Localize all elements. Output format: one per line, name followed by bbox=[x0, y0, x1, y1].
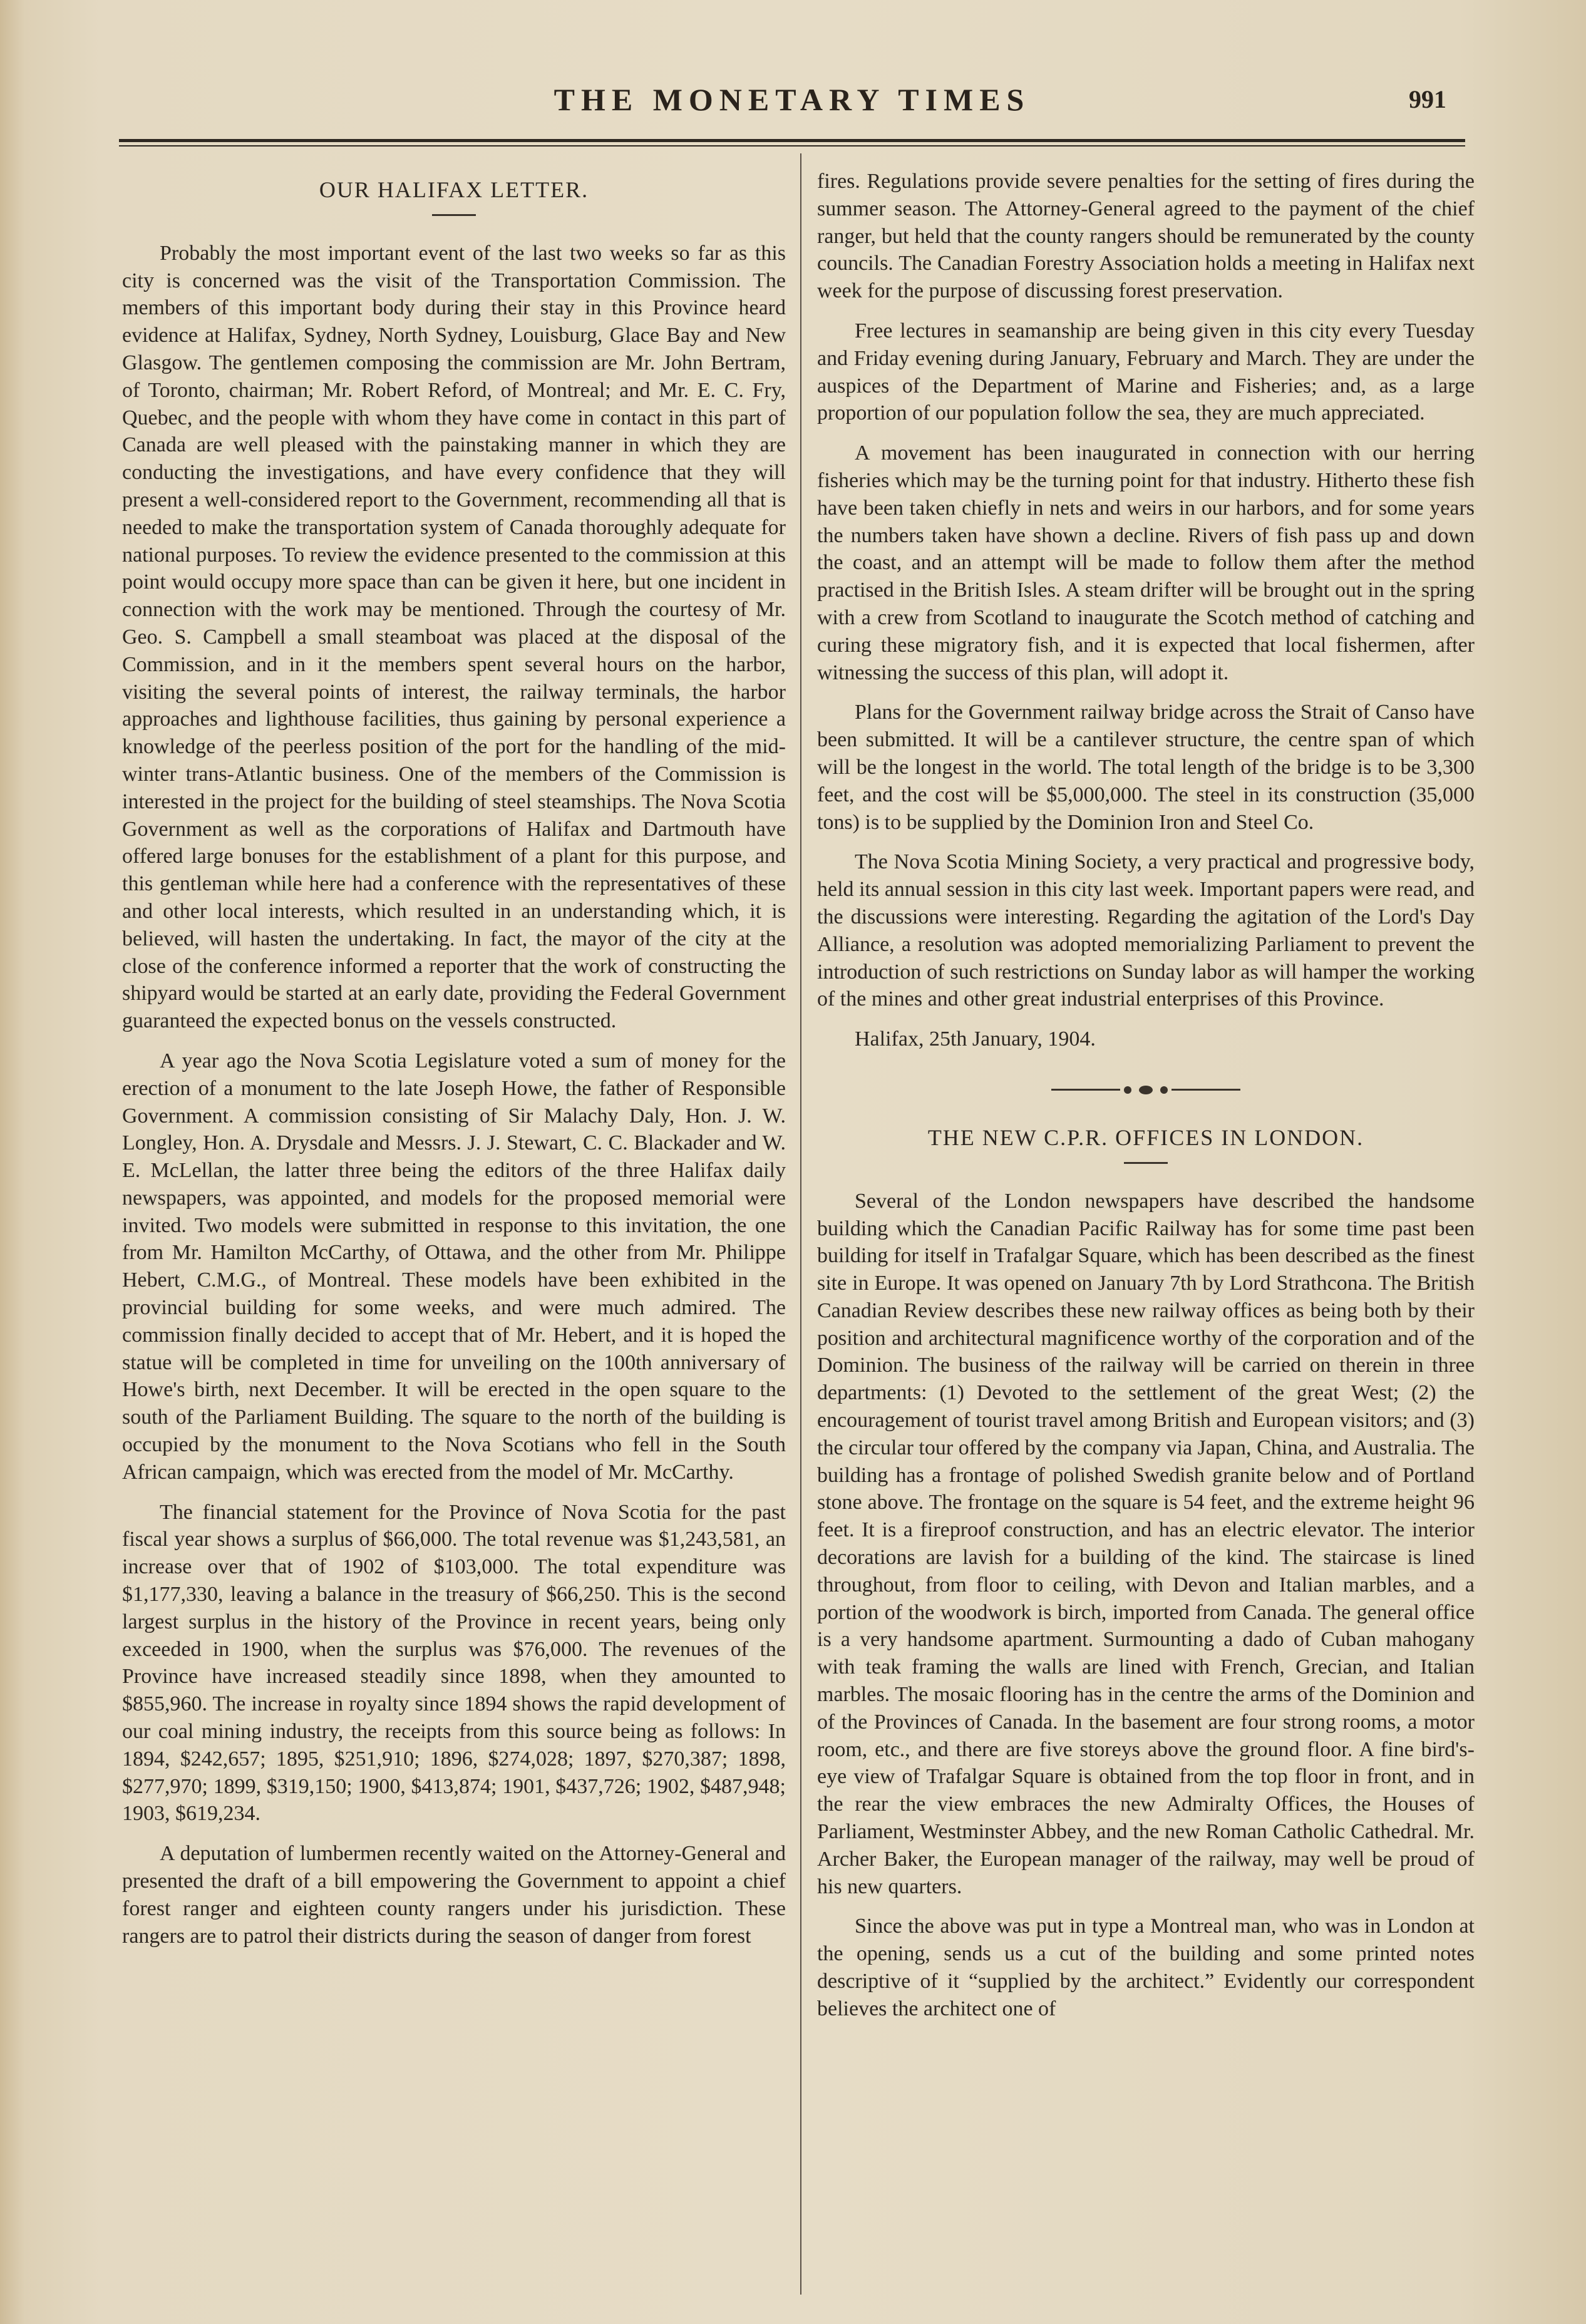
article-title-halifax-letter: OUR HALIFAX LETTER. bbox=[319, 177, 589, 202]
page-number: 991 bbox=[1409, 85, 1446, 113]
article-title-cpr-offices: THE NEW C.P.R. OFFICES IN LONDON. bbox=[927, 1124, 1364, 1150]
article-paragraph: Probably the most important event of the last two weeks so far as this city is concerned was the visit of the Transportation Commission. The members of this important body during their stay in this Province heard evidence at Halifax, Sydney, North Sydney, Louisburg, Glace Bay and New Glasgow. The gentlemen composing the commission are Mr. John Bertram, of Toronto, chairman; Mr. Robert Reford, of Montreal; and Mr. E. C. Fry, Quebec, and the people with whom they have come in contact in this part of Canada are well pleased with the painstaking manner in which they are conducting the investigations, and have every confidence that they will present a well-considered report to the Government, recommending all that is needed to make the transportation system of Canada thoroughly adequate for national purposes. To review the evidence presented to the commission at this point would occupy more space than can be given it here, but one incident in connection with the work may be mentioned. Through the courtesy of Mr. Geo. S. Campbell a small steamboat was placed at the disposal of the Commission, and in it the members spent several hours on the harbor, visiting the several points of interest, the railway terminals, the harbor approaches and lighthouse facilities, thus gaining by personal experience a knowledge of the peerless position of the port for the handling of the mid-winter trans-Atlantic business. One of the members of the Commission is interested in the project for the building of steel steamships. The Nova Scotia Government as well as the corporations of Halifax and Dartmouth have offered large bonuses for the establishment of a plant for this purpose, and this gentleman while here had a conference with the representatives of these and other local interests, which resulted in an understanding which, it is believed, will hasten the undertaking. In fact, the mayor of the city at the close of the conference informed a reporter that the work of constructing the shipyard would be started at an early date, providing the Federal Government guaranteed the expected bonus on the vessels constructed. bbox=[122, 241, 786, 1033]
masthead-title: THE MONETARY TIMES bbox=[554, 82, 1031, 117]
left-column bbox=[122, 168, 786, 1962]
page-header bbox=[119, 81, 1465, 119]
article-paragraph: The financial statement for the Province of Nova Scotia for the past fiscal year shows a surplus of $66,000. The total revenue was $1,243,581, an increase over that of 1902 of $103,000. The total expenditure was $1,177,330, leaving a balance in the treasury of $66,250. This is the second largest surplus in the history of the Province in recent years, being only exceeded in 1900, when the surplus was $76,000. The revenues of the Province have increased steadily since 1898, when they amounted to $855,960. The increase in royalty since 1894 shows the rapid development of our coal mining industry, the receipts from this source being as follows: In 1894, $242,657; 1895, $251,910; 1896, $274,028; 1897, $270,387; 1898, $277,970; 1899, $319,150; 1900, $413,874; 1901, $437,726; 1902, $487,948; 1903, $619,234. bbox=[122, 1500, 786, 1826]
article-paragraph: Since the above was put in type a Montreal man, who was in London at the opening, sends us a cut of the building and some printed notes descriptive of it “supplied by the architect.” Evidently our correspondent believes the architect one of bbox=[817, 1915, 1475, 2020]
article-paragraph: Free lectures in seamanship are being given in this city every Tuesday and Friday evening during January, February and March. They are under the auspices of the Department of Marine and Fisheries; and, as a large proportion of our population follow the sea, they are much appreciated. bbox=[817, 319, 1475, 425]
right-column bbox=[817, 168, 1475, 2035]
section-ornament bbox=[817, 1086, 1475, 1094]
title-rule bbox=[1124, 1162, 1168, 1164]
article-dateline: Halifax, 25th January, 1904. bbox=[855, 1027, 1096, 1051]
header-rule-thin bbox=[119, 145, 1465, 147]
column-divider bbox=[800, 153, 801, 2295]
article-paragraph: A deputation of lumbermen recently waited on the Attorney-General and presented the draft of a bill empowering the Government to appoint a chief forest ranger and eighteen county rangers under his jurisdiction. These rangers are to patrol their districts during the season of danger from forest bbox=[122, 1842, 786, 1948]
header-rule-thick bbox=[119, 139, 1465, 142]
article-paragraph: A year ago the Nova Scotia Legislature voted a sum of money for the erection of a monument to the late Joseph Howe, the father of Responsible Government. A commission consisting of Sir Malachy Daly, Hon. J. W. Longley, Hon. A. Drysdale and Messrs. J. J. Stewart, C. C. Blackader and W. E. McLellan, the latter three being the editors of the three Halifax daily newspapers, was appointed, and models for the proposed memorial were invited. Two models were submitted in response to this invitation, the one from Mr. Hamilton McCarthy, of Ottawa, and the other from Mr. Philippe Hebert, C.M.G., of Montreal. These models have been exhibited in the provincial building for some weeks, and were much admired. The commission finally decided to accept that of Mr. Hebert, and it is hoped the statue will be completed in time for unveiling on the 100th anniversary of Howe's birth, next December. It will be erected in the open square to the south of the Parliament Building. The square to the north of the building is occupied by the monument to the Nova Scotians who fell in the South African campaign, which was erected from the model of Mr. McCarthy. bbox=[122, 1049, 786, 1484]
title-rule bbox=[432, 214, 476, 216]
article-paragraph: The Nova Scotia Mining Society, a very practical and progressive body, held its annual session in this city last week. Important papers were read, and the discussions were interesting. Regarding the agitation of the Lord's Day Alliance, a resolution was adopted memorializing Parliament to prevent the introduction of such restrictions on Sunday labor as will hamper the working of the mines and other great industrial enterprises of this Province. bbox=[817, 850, 1475, 1011]
article-paragraph-continued: fires. Regulations provide severe penalties for the setting of fires during the summer season. The Attorney-General agreed to the payment of the chief ranger, but held that the county rangers should be remunerated by the county councils. The Canadian Forestry Association holds a meeting in Halifax next week for the purpose of discussing forest preservation. bbox=[817, 170, 1475, 303]
article-paragraph: A movement has been inaugurated in connection with our herring fisheries which may be the turning point for that industry. Hitherto these fish have been taken chiefly in nets and weirs in our harbors, and for some years the numbers taken have shown a decline. Rivers of fish pass up and down the coast, and an attempt will be made to follow them after the method practised in the British Isles. A steam drifter will be brought out in the spring with a crew from Scotland to inaugurate the Scotch method of catching and curing these migratory fish, and it is expected that local fishermen, after witnessing the success of this plan, will adopt it. bbox=[817, 441, 1475, 684]
article-paragraph: Plans for the Government railway bridge across the Strait of Canso have been submitted. It will be a cantilever structure, the centre span of which will be the longest in the world. The total length of the bridge is to be 3,300 feet, and the cost will be $5,000,000. The steel in its construction (35,000 tons) is to be supplied by the Dominion Iron and Steel Co. bbox=[817, 701, 1475, 834]
article-paragraph: Several of the London newspapers have described the handsome building which the Canadian Pacific Railway has for some time past been building for itself in Trafalgar Square, which has been described as the finest site in Europe. It was opened on January 7th by Lord Strathcona. The British Canadian Review describes these new railway offices as being both by their position and architectural magnificence worthy of the corporation and of the Dominion. The business of the railway will be carried on therein in three departments: (1) Devoted to the settlement of the great West; (2) the encouragement of tourist travel among British and European visitors; and (3) the circular tour offered by the company via Japan, China, and Australia. The building has a frontage of polished Swedish granite below and of Portland stone above. The frontage on the square is 54 feet, and the extreme height 96 feet. It is a fireproof construction, and has an electric elevator. The interior decorations are lavish for a building of the kind. The staircase is lined throughout, from floor to ceiling, with Devon and Italian marbles, and a portion of the woodwork is birch, imported from Canada. The general office is a very handsome apartment. Surmounting a dado of Cuban mahogany with teak framing the walls are lined with French, Grecian, and Italian marbles. The mosaic flooring has in the centre the arms of the Dominion and of the Provinces of Canada. In the basement are four strong rooms, a motor room, etc., and there are five storeys above the ground floor. A fine bird's-eye view of Trafalgar Square is obtained from the top floor in front, and in the rear the view embraces the new Admiralty Offices, the Houses of Parliament, Westminster Abbey, and the new Roman Catholic Cathedral. Mr. Archer Baker, the European manager of the railway, may well be proud of his new quarters. bbox=[817, 1189, 1475, 1898]
